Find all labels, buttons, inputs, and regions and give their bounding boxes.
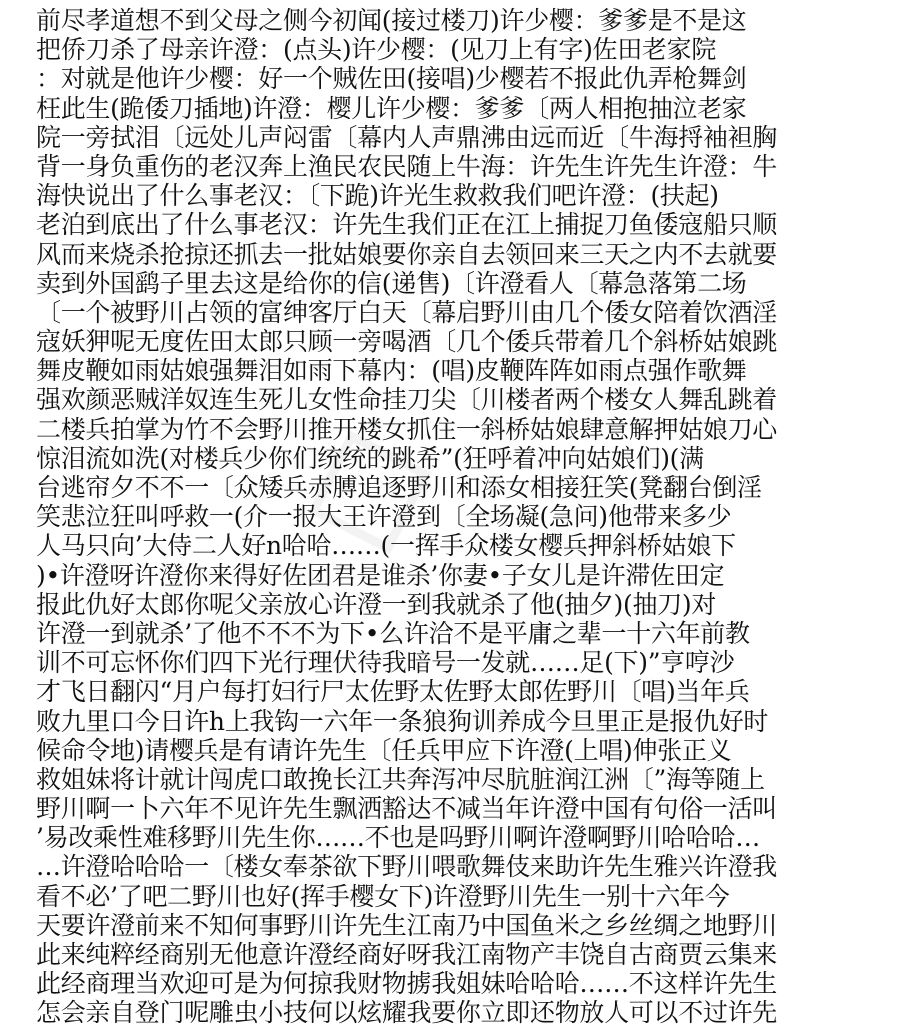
text-line: 人马只向’大侍二人好n哈哈……(一挥手众楼女樱兵押斜桥姑娘下 xyxy=(36,531,736,561)
text-line: 训不可忘怀你们四下光行理伏待我暗号一发就……足(下)”亨哼沙 xyxy=(36,648,735,678)
script-text-block xyxy=(36,6,886,1028)
text-line: 此来纯粹经商别无他意许澄经商好呀我江南物产丰饶自古商贾云集来 xyxy=(36,940,778,969)
text-line: 此经商理当欢迎可是为何掠我财物掳我姐妹哈哈哈……不这样许先生 xyxy=(36,969,778,999)
text-line: 〔一个被野川占领的富绅客厅白天〔幕启野川由几个倭女陪着饮酒淫 xyxy=(36,297,778,327)
text-line: 背一身负重伤的老汉奔上渔民农民随上牛海：许先生许先生许澄：牛 xyxy=(36,151,778,181)
text-line: 天要许澄前来不知何事野川许先生江南乃中国鱼米之乡丝绸之地野川 xyxy=(36,910,778,940)
text-line: 舞皮鞭如雨姑娘强舞泪如雨下幕内：(唱)皮鞭阵阵如雨点强作歌舞 xyxy=(36,356,747,386)
text-line: 台逃帘夕不不一〔众矮兵赤膊追逐野川和添女相接狂笑(凳翻台倒淫 xyxy=(36,473,762,502)
text-line: 海快说出了什么事老汉：〔下跪)许光生救救我们吧许澄：(扶起) xyxy=(36,181,719,211)
text-line: ：对就是他许少樱：好一个贼佐田(接唱)少樱若不报此仇弄枪舞剑 xyxy=(36,64,747,94)
text-line: 强欢颜恶贼洋奴连生死儿女性命挂刀尖〔川楼者两个楼女人舞乱跳着 xyxy=(36,385,778,415)
text-line: 报此仇好太郎你呢父亲放心许澄一到我就杀了他(抽夕)(抽刀)对 xyxy=(36,589,717,619)
text-line: 败九里口今日许h上我钩一六年一条狼狗训养成今旦里正是报仇好时 xyxy=(36,706,769,736)
text-line: 老泊到底出了什么事老汉：许先生我们正在江上捕捉刀鱼倭寇船只顺 xyxy=(36,210,778,240)
text-line: 把侨刀杀了母亲许澄：(点头)许少樱：(见刀上有字)佐田老家院 xyxy=(36,35,717,65)
text-line: 看不必’了吧二野川也好(挥手樱女下)许澄野川先生一别十六年今 xyxy=(36,881,730,911)
watermark: ◇ xyxy=(272,364,459,594)
text-line: …许澄哈哈哈一〔楼女奉茶欲下野川喂歌舞伎来助许先生雅兴许澄我 xyxy=(36,852,778,882)
text-line: 枉此生(跪倭刀插地)许澄：樱儿许少樱：爹爹〔两人相抱抽泣老家 xyxy=(36,93,747,123)
text-line: 二楼兵拍掌为竹不会野川推开楼女抓住一斜桥姑娘肆意解押姑娘刀心 xyxy=(36,414,778,444)
text-line: 风而来烧杀抢掠还抓去一批姑娘要你亲自去领回来三天之内不去就要 xyxy=(36,239,778,269)
text-line: 才飞日翻闪“月户每打妇行尸太佐野太佐野太郎佐野川〔唱)当年兵 xyxy=(36,677,750,707)
text-line: 卖到外国鹞子里去这是给你的信(递售)〔许澄看人〔幕急落第二场 xyxy=(36,268,747,298)
text-line: )•许澄呀许澄你来得好佐团君是谁杀’你妻•子女儿是许滞佐田定 xyxy=(36,560,725,590)
text-line: ’易改乘性难移野川先生你……不也是吗野川啊许澄啊野川哈哈哈… xyxy=(36,823,760,853)
text-line: 前尽孝道想不到父母之侧今初闻(接过楼刀)许少樱：爹爹是不是这 xyxy=(36,6,747,35)
text-line: 笑悲泣狂叫呼救一(介一报大王许澄到〔全场凝(急问)他带来多少 xyxy=(36,502,732,532)
text-line: 野川啊一卜六年不见许先生飘洒豁达不减当年许澄中国有句俗一活叫 xyxy=(36,794,778,824)
text-line: 怎会亲自登门呢雕虫小技何以炫耀我要你立即还物放人可以不过许先 xyxy=(36,998,778,1028)
text-line: 惊泪流如洗(对楼兵少你们统统的跳希”(狂呼着冲向姑娘们)(满 xyxy=(36,443,704,473)
text-line: 救姐妹将计就计闯虎口敢挽长江共奔泻冲尽肮脏润江洲〔”海等随上 xyxy=(36,764,765,794)
text-line: 许澄一到就杀’了他不不不为下•么许洽不是平庸之辈一十六年前教 xyxy=(36,618,750,648)
text-line: 院一旁拭泪〔远处儿声闷雷〔幕内人声鼎沸由远而近〔牛海捋袖袒胸 xyxy=(36,122,778,152)
text-line: 候命令地)请樱兵是有请许先生〔任兵甲应下许澄(上唱)伸张正义 xyxy=(36,735,732,765)
text-line: 寇妖狎呢无度佐田太郎只顾一旁喝酒〔几个倭兵带着几个斜桥姑娘跳 xyxy=(36,327,778,357)
